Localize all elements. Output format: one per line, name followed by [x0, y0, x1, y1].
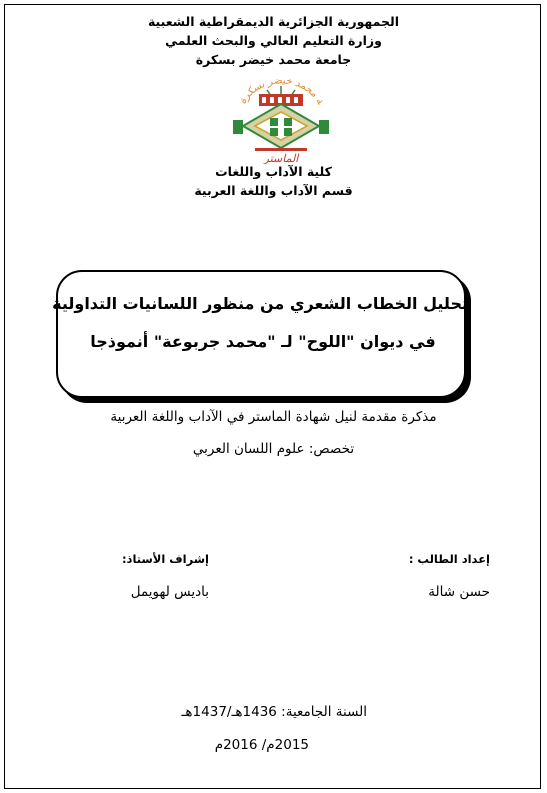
supervisor-name: باديس لهويمل: [130, 584, 209, 600]
academic-year-hijri: السنة الجامعية: 1436هـ/1437هـ: [181, 704, 367, 720]
department-heading: قسم الآداب واللغة العربية: [194, 183, 353, 198]
thesis-title-line1: تحليل الخطاب الشعري من منظور اللسانيات التداولية: [52, 294, 468, 313]
student-name: حسن شالة: [428, 584, 490, 600]
academic-year-gregorian: 2015م/ 2016م: [214, 737, 309, 753]
title-box: [52, 270, 468, 398]
logo-arc-text: ة محمد خيضر بسكرة: [237, 75, 326, 107]
republic-heading: الجمهورية الجزائرية الديمقراطية الشعبية: [147, 14, 400, 29]
specialty-line: تخصص: علوم اللسان العربي: [192, 441, 355, 457]
logo-caption: الماستر: [263, 152, 299, 164]
student-label: إعداد الطالب :: [408, 552, 490, 566]
supervisor-label: إشراف الأستاذ:: [121, 552, 209, 566]
memo-purpose: مذكرة مقدمة لنيل شهادة الماستر في الآداب واللغة العربية: [110, 409, 437, 425]
ministry-heading: وزارة التعليم العالي والبحث العلمي: [165, 33, 382, 48]
university-emblem-icon: [215, 68, 345, 164]
university-heading: جامعة محمد خيضر بسكرة: [195, 52, 352, 67]
thesis-title-line2: في ديوان "اللوح" لـ "محمد جربوعة" أنموذجا: [90, 332, 436, 351]
college-heading: كلية الآداب واللغات: [215, 164, 332, 179]
